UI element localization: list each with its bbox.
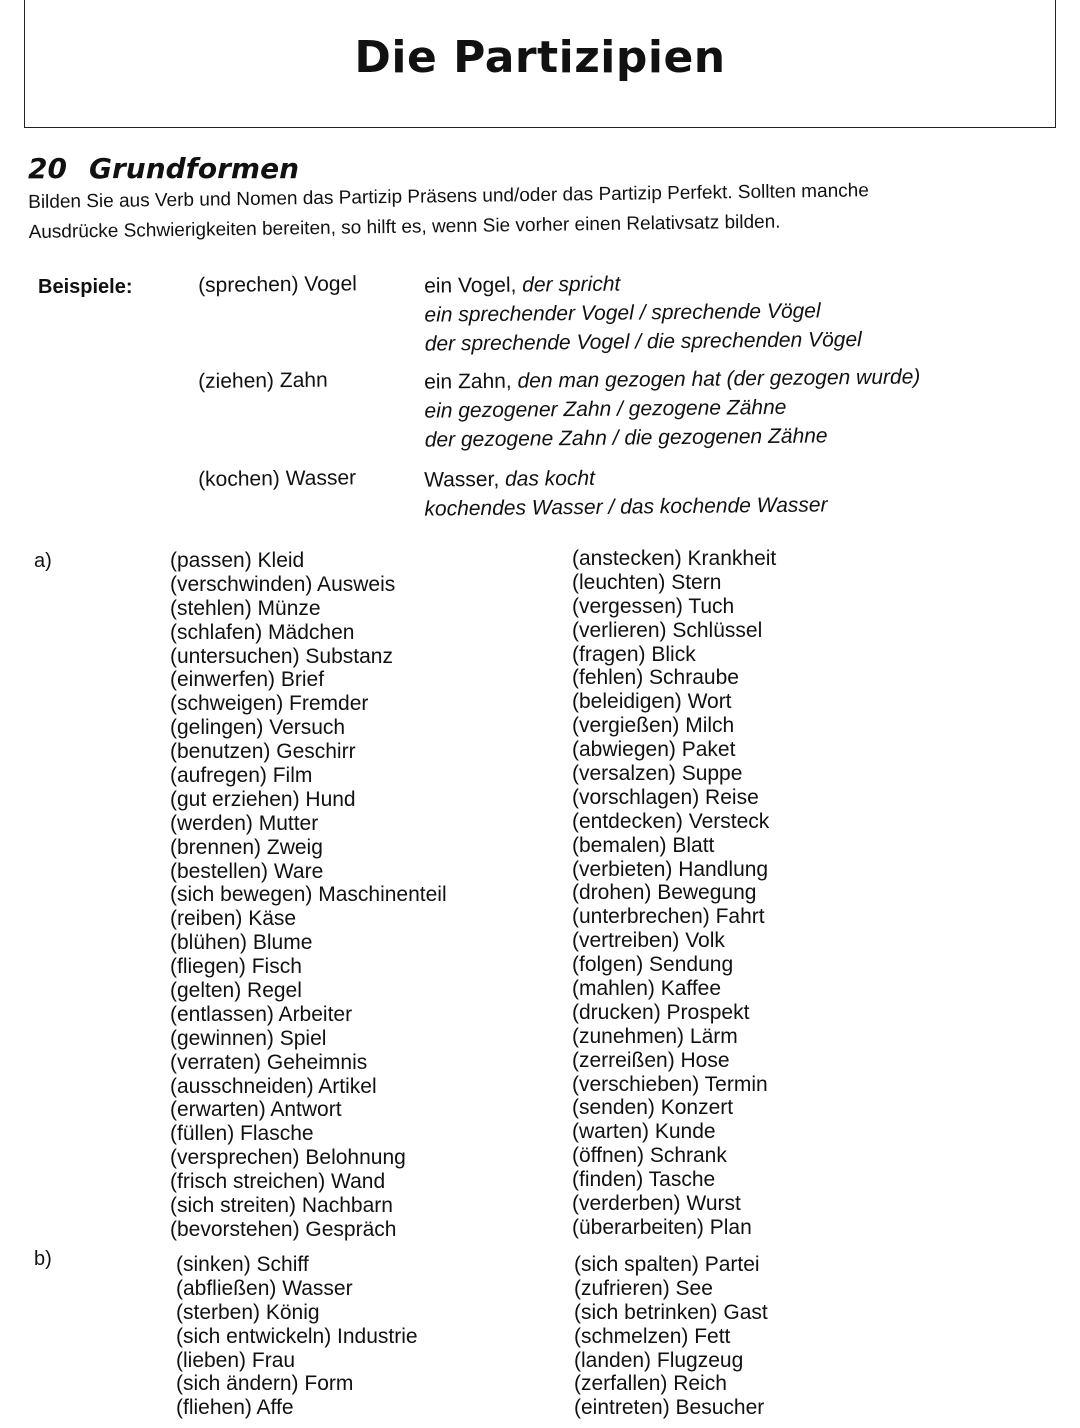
example-lead: Wasser, [424, 467, 506, 492]
examples-label: Beispiele: [38, 276, 133, 298]
title-box [24, 0, 1056, 128]
example-term: (kochen) Wasser [198, 466, 357, 491]
exercise-item: (gewinnen) Spiel [170, 1026, 327, 1050]
exercise-item: (sich bewegen) Maschinenteil [170, 883, 447, 907]
exercise-item: (gelten) Regel [170, 979, 302, 1003]
part-b-left-column [176, 1253, 418, 1420]
example-lead: ein Vogel, [424, 273, 523, 298]
exercise-item: (brennen) Zweig [170, 835, 323, 859]
exercise-item: (ausschneiden) Artikel [170, 1074, 377, 1098]
exercise-item: (stehlen) Münze [170, 596, 321, 620]
exercise-item: (drohen) Bewegung [572, 881, 757, 905]
example-item [198, 265, 1058, 356]
exercise-item: (zunehmen) Lärm [572, 1024, 738, 1048]
example-term: (sprechen) Vogel [198, 272, 357, 297]
exercise-item: (reiben) Käse [170, 907, 297, 931]
exercise-item: (leuchten) Stern [572, 570, 722, 594]
example-clause: das kocht [504, 466, 596, 491]
part-a-label: a) [34, 550, 52, 572]
instruction-line-1: Bilden Sie aus Verb und Nomen das Partizip Präsens und/oder das Partizip Perfekt. Sollten manche [28, 180, 869, 213]
exercise-item: (folgen) Sendung [572, 953, 734, 977]
example-term: (ziehen) Zahn [198, 368, 328, 393]
exercise-item: (fragen) Blick [572, 642, 696, 666]
exercise-item: (beleidigen) Wort [572, 690, 732, 714]
exercise-item: (zufrieren) See [574, 1276, 713, 1300]
exercise-item: (landen) Flugzeug [574, 1348, 744, 1372]
exercise-item: (sich entwickeln) Industrie [176, 1324, 418, 1348]
part-b-label: b) [34, 1248, 52, 1270]
exercise-item: (entlassen) Arbeiter [170, 1002, 353, 1026]
exercise-item: (sich spalten) Partei [574, 1253, 760, 1276]
exercise-item: (bestellen) Ware [170, 859, 324, 883]
exercise-item: (versalzen) Suppe [572, 762, 743, 786]
exercise-item: (verbieten) Handlung [572, 857, 769, 881]
exercise-item: (fehlen) Schraube [572, 666, 739, 690]
exercise-item: (füllen) Flasche [170, 1122, 314, 1146]
exercise-item: (öffnen) Schrank [572, 1144, 727, 1168]
exercise-item: (verschwinden) Ausweis [170, 572, 396, 596]
example-clause: der spricht [522, 272, 621, 297]
exercise-item: (schlafen) Mädchen [170, 620, 355, 644]
example-form-line: ein gezogener Zahn / gezogene Zähne [424, 395, 787, 423]
exercise-item: (sich betrinken) Gast [574, 1300, 768, 1324]
exercise-item: (bemalen) Blatt [572, 833, 715, 857]
example-form-line: der sprechende Vogel / die sprechenden Vögel [424, 328, 862, 356]
example-lead: ein Zahn, [424, 369, 518, 394]
exercise-item: (gelingen) Versuch [170, 716, 346, 740]
example-forms [424, 362, 921, 454]
exercise-item: (überarbeiten) Plan [572, 1215, 752, 1239]
exercise-item: (bevorstehen) Gespräch [170, 1217, 397, 1241]
exercise-item: (lieben) Frau [176, 1348, 296, 1372]
exercise-item: (vergießen) Milch [572, 714, 735, 738]
exercise-item: (senden) Konzert [572, 1096, 734, 1120]
exercise-item: (erwarten) Antwort [170, 1098, 342, 1122]
section-title: Grundformen [88, 152, 299, 185]
exercise-item: (sinken) Schiff [176, 1253, 309, 1276]
section-number: 20 [28, 152, 67, 185]
exercise-item: (schweigen) Fremder [170, 692, 369, 716]
exercise-item: (aufregen) Film [170, 764, 313, 788]
exercise-item: (einwerfen) Brief [170, 668, 325, 692]
exercise-item: (blühen) Blume [170, 931, 313, 955]
exercise-item: (vergessen) Tuch [572, 594, 735, 618]
exercise-item: (vorschlagen) Reise [572, 785, 759, 809]
exercise-item: (verschieben) Termin [572, 1072, 768, 1096]
example-forms [424, 461, 828, 523]
part-a-right-column [572, 547, 776, 1240]
example-form-line: kochendes Wasser / das kochende Wasser [424, 493, 828, 521]
exercise-item: (fliehen) Affe [176, 1396, 294, 1420]
example-item [198, 361, 1058, 452]
exercise-item: (drucken) Prospekt [572, 1000, 750, 1024]
exercise-item: (schmelzen) Fett [574, 1324, 731, 1348]
example-form-line: der gezogene Zahn / die gezogenen Zähne [424, 424, 828, 452]
exercise-item: (fliegen) Fisch [170, 955, 302, 979]
example-clause: den man gezogen hat (der gezogen wurde) [517, 365, 921, 393]
exercise-item: (versprechen) Belohnung [170, 1146, 406, 1170]
exercise-item: (gut erziehen) Hund [170, 787, 356, 811]
exercise-item: (anstecken) Krankheit [572, 547, 777, 570]
exercise-item: (eintreten) Besucher [574, 1396, 765, 1420]
exercise-item: (abwiegen) Paket [572, 738, 736, 762]
exercise-item: (unterbrechen) Fahrt [572, 905, 765, 929]
example-form-line: ein sprechender Vogel / sprechende Vögel [424, 299, 821, 327]
section-heading [28, 152, 299, 185]
exercise-item: (werden) Mutter [170, 811, 319, 835]
exercise-item: (frisch streichen) Wand [170, 1170, 386, 1194]
exercise-item: (abfließen) Wasser [176, 1276, 353, 1300]
exercise-item: (entdecken) Versteck [572, 809, 770, 833]
exercise-item: (verlieren) Schlüssel [572, 618, 763, 642]
exercise-item: (sterben) König [176, 1300, 320, 1324]
exercise-item: (zerfallen) Reich [574, 1372, 727, 1396]
exercise-item: (sich streiten) Nachbarn [170, 1194, 393, 1218]
exercise-item: (verraten) Geheimnis [170, 1050, 368, 1074]
exercise-item: (sich ändern) Form [176, 1372, 354, 1396]
exercise-item: (vertreiben) Volk [572, 929, 725, 953]
part-b-right-column [574, 1253, 768, 1420]
exercise-item: (mahlen) Kaffee [572, 977, 722, 1001]
part-a-left-column [170, 549, 447, 1242]
exercise-item: (untersuchen) Substanz [170, 644, 393, 668]
exercise-item: (zerreißen) Hose [572, 1048, 730, 1072]
exercise-item: (verderben) Wurst [572, 1192, 741, 1216]
example-item [198, 459, 1058, 521]
instruction-line-2: Ausdrücke Schwierigkeiten bereiten, so hilft es, wenn Sie vorher einen Relativsatz bilden. [28, 211, 781, 243]
example-forms [424, 267, 862, 359]
exercise-item: (passen) Kleid [170, 549, 305, 572]
exercise-item: (finden) Tasche [572, 1168, 716, 1192]
exercise-item: (warten) Kunde [572, 1120, 716, 1144]
page-title: Die Partizipien [354, 32, 726, 83]
exercise-item: (benutzen) Geschirr [170, 740, 356, 764]
